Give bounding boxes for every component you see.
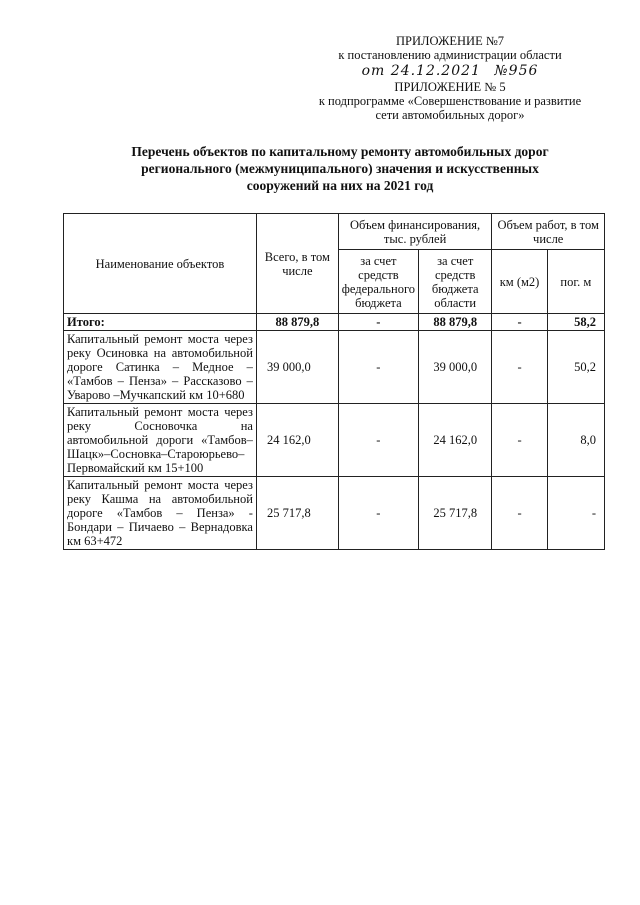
cell-name: Капитальный ремонт моста через реку Кашма на автомобильной дороге «Тамбов – Пенза» - Бондари – Пичаево – Вернадовка км 63+472 [64, 477, 257, 550]
header-regional: за счет средств бюджета области [419, 250, 492, 314]
cell-name: Капитальный ремонт моста через реку Сосновочка на автомобильной дороги «Тамбов–Шацк»–Сосновка–Староюрьево–Первомайский км 15+100 [64, 404, 257, 477]
table-row [64, 404, 605, 477]
cell-pm: - [547, 477, 604, 550]
handwritten-number-prefix: № [494, 63, 509, 79]
handwritten-date: 24.12.2021 [390, 63, 481, 79]
handwritten-number: 956 [508, 63, 539, 79]
cell-name: Капитальный ремонт моста через реку Осиновка на автомобильной дороге Сатинка – Медное – «Тамбов – Пенза» – Рассказово – Уварово –Мучкапский км 10+680 [64, 331, 257, 404]
cell-km: - [492, 404, 547, 477]
table-row [64, 477, 605, 550]
title-line-1: Перечень объектов по капитальному ремонту автомобильных дорог [131, 144, 549, 159]
cell-km: - [492, 477, 547, 550]
decree-reference: к постановлению администрации области [338, 48, 562, 62]
header-works-group: Объем работ, в том числе [492, 214, 605, 250]
cell-name: Итого: [64, 314, 257, 331]
subprogram-reference-line2: сети автомобильных дорог» [375, 108, 525, 122]
title-line-3: сооружений на них на 2021 год [246, 178, 434, 193]
header-federal: за счет средств федерального бюджета [338, 250, 418, 314]
appendix-7-label: ПРИЛОЖЕНИЕ №7 [395, 34, 505, 48]
cell-total: 88 879,8 [256, 314, 338, 331]
table-row-total [64, 314, 605, 331]
cell-pm: 58,2 [547, 314, 604, 331]
cell-total: 25 717,8 [256, 477, 338, 550]
header-pm: пог. м [547, 250, 604, 314]
appendix-5-label: ПРИЛОЖЕНИЕ № 5 [394, 80, 506, 94]
title-line-2: регионального (межмуниципального) значения и искусственных [141, 161, 539, 176]
cell-km: - [492, 331, 547, 404]
cell-federal: - [338, 314, 418, 331]
objects-table [63, 213, 605, 550]
subprogram-reference-line1: к подпрограмме «Совершенствование и развитие [318, 94, 582, 108]
handwritten-prefix: от [361, 63, 386, 79]
cell-total: 39 000,0 [256, 331, 338, 404]
cell-regional: 25 717,8 [419, 477, 492, 550]
cell-pm: 50,2 [547, 331, 604, 404]
cell-total: 24 162,0 [256, 404, 338, 477]
table-row [64, 331, 605, 404]
document-title [80, 143, 600, 194]
cell-regional: 24 162,0 [419, 404, 492, 477]
cell-pm: 8,0 [547, 404, 604, 477]
cell-regional: 88 879,8 [419, 314, 492, 331]
cell-km: - [492, 314, 547, 331]
cell-federal: - [338, 331, 418, 404]
header-name: Наименование объектов [64, 214, 257, 314]
header-km: км (м2) [492, 250, 547, 314]
header-financing-group: Объем финансирования, тыс. рублей [338, 214, 492, 250]
cell-federal: - [338, 477, 418, 550]
handwritten-date-number [300, 63, 600, 79]
header-total: Всего, в том числе [256, 214, 338, 314]
appendix-header [300, 34, 600, 122]
cell-federal: - [338, 404, 418, 477]
cell-regional: 39 000,0 [419, 331, 492, 404]
